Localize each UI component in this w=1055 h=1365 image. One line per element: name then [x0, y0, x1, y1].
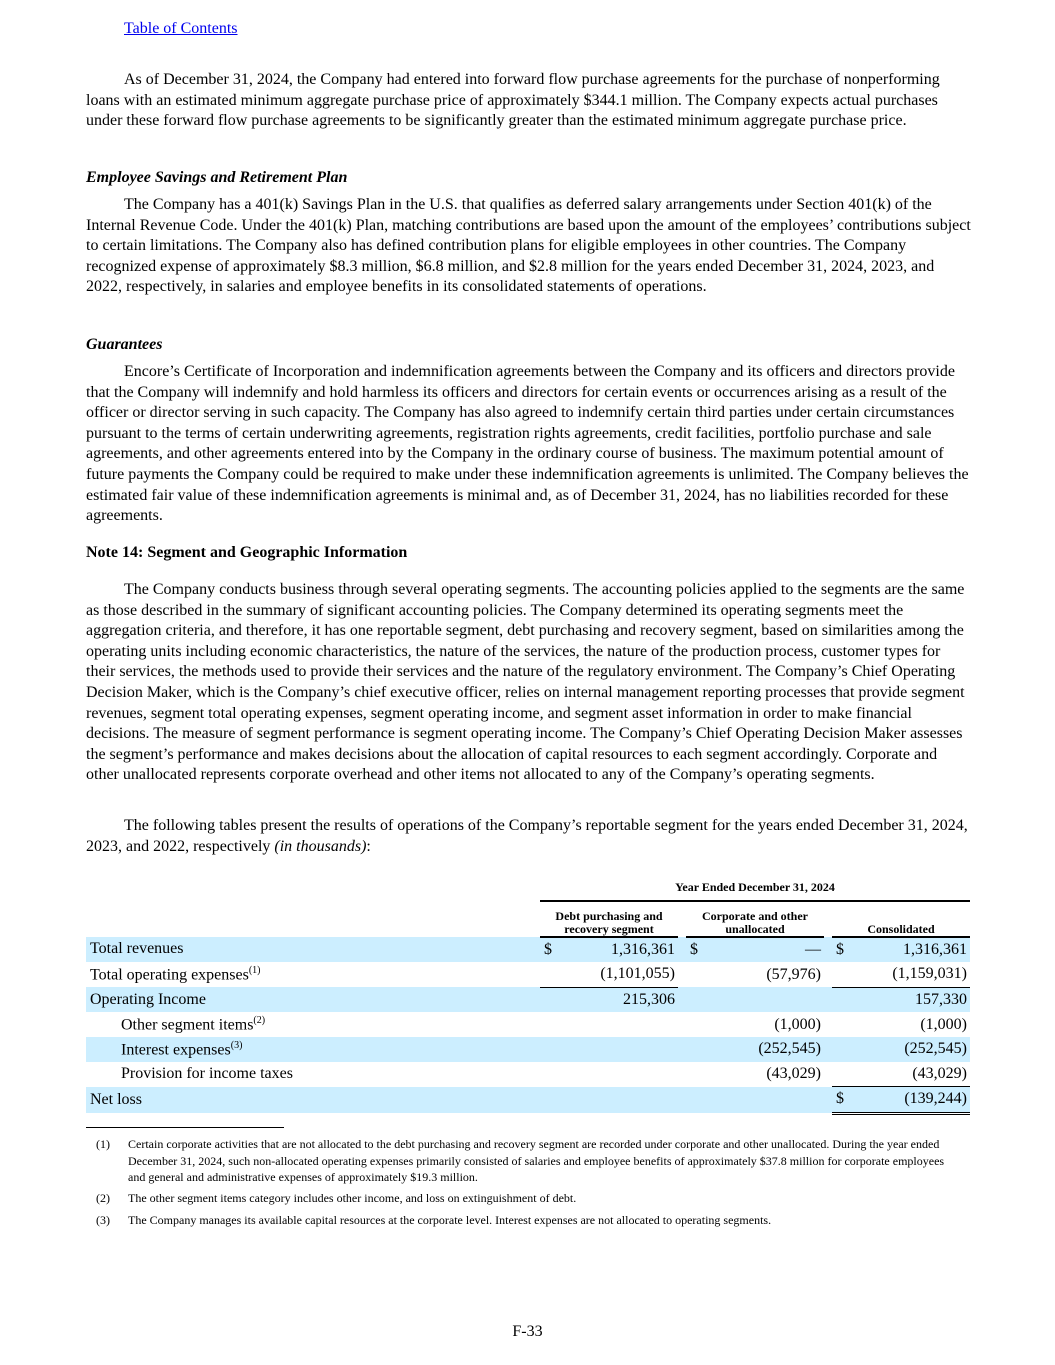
value-debt: 215,306: [556, 987, 678, 1012]
page-number: F-33: [512, 1323, 543, 1340]
footnote-1: (1) Certain corporate activities that are not allocated to the debt purchasing and recovery segment are recorded under corporate and other unallocated. During the year ended December 31, 2024, such non-allocated operating expenses primarily consisted of salaries and employee benefits of approximately $37.8 million for corporate employees and general and administrative expenses of approximately $19.3 million.: [96, 1137, 945, 1184]
col-header-debt-purchasing: Debt purchasing and recovery segment: [540, 901, 678, 937]
currency-symbol: $: [832, 937, 848, 963]
currency-symbol: $: [540, 937, 556, 963]
note14-heading: Note 14: Segment and Geographic Information: [86, 544, 408, 561]
value-cons: (43,029): [848, 1062, 970, 1087]
currency-symbol: $: [832, 1087, 848, 1114]
footnote-divider: [86, 1127, 284, 1128]
currency-symbol: $: [686, 937, 702, 963]
footnote-2: (2) The other segment items category includes other income, and loss on extinguishment of debt.: [96, 1191, 577, 1205]
segment-results-table: [86, 876, 970, 1115]
table-row: [86, 1037, 970, 1062]
table-row: [86, 987, 970, 1012]
note14-paragraph: The Company conducts business through several operating segments. The accounting policies applied to the segments are the same as those described in the summary of significant accounting policies. The Company determined its operating segments meet the aggregation criteria, and therefore, it has one reportable segment, debt purchasing and recovery segment, based on similarities among the operating units including economic characteristics, the nature of the services, the nature of the production process, customer types for their services, the methods used to provide their services and the nature of the regulatory environment. The Company’s Chief Operating Decision Maker, which is the Company’s chief executive officer, relies on internal management reporting processes that provide segment revenues, segment total operating expenses, segment operating income, and segment asset information in order to make financial decisions. The measure of segment performance is segment operating income. The Company’s Chief Operating Decision Maker assesses the segment’s performance and makes decisions about the allocation of capital resources to each segment accordingly. Corporate and other unallocated represents corporate overhead and other items not allocated to any of the Company’s operating segments.: [86, 581, 965, 784]
value-corp: (57,976): [766, 965, 821, 983]
table-row: [86, 1062, 970, 1087]
value-corp: [702, 987, 824, 1012]
savings-plan-heading: Employee Savings and Retirement Plan: [86, 169, 348, 186]
period-header: Year Ended December 31, 2024: [540, 876, 970, 901]
value-debt: 1,316,361: [556, 937, 678, 963]
row-label: Interest expenses$^{(3)}$: [86, 1037, 540, 1062]
col-header-corporate: Corporate and other unallocated: [686, 901, 824, 937]
value-corp: (252,545): [702, 1037, 824, 1062]
guarantees-paragraph: Encore’s Certificate of Incorporation and indemnification agreements between the Company and its officers and directors provide that the Company will indemnify and hold harmless its officers and directors for certain events or occurrences arising as a result of the officer or director serving in such capacity. The Company has also agreed to indemnify certain third parties under certain circumstances pursuant to the terms of certain underwriting agreements, registration rights agreements, credit facilities, portfolio purchase and sale agreements, and other agreements entered into by the Company in the ordinary course of business. The maximum potential amount of future payments the Company could be required to make under these indemnification agreements is unlimited. The Company believes the estimated fair value of these indemnification agreements is minimal and, as of December 31, 2024, has no liabilities recorded for these agreements.: [86, 363, 969, 525]
value-cons: 1,316,361: [848, 937, 970, 963]
value-cons: (252,545): [848, 1037, 970, 1062]
row-label: Total operating expenses$^{(1)}$: [90, 965, 261, 984]
table-row: [86, 1087, 970, 1114]
value-cons: (1,000): [920, 1015, 967, 1033]
value-corp: —: [702, 937, 824, 963]
value-cons: (1,159,031): [848, 962, 970, 987]
value-cons: 157,330: [848, 987, 970, 1012]
value-corp: (43,029): [766, 1065, 821, 1083]
row-label: Operating Income: [86, 987, 540, 1012]
value-corp: (1,000): [774, 1015, 821, 1033]
forward-flow-paragraph: As of December 31, 2024, the Company had entered into forward flow purchase agreements for the purchase of nonperforming loans with an estimated minimum aggregate purchase price of approximately $344.1 million. The Company expects actual purchases under these forward flow purchase agreements to be significantly greater than the estimated minimum aggregate purchase price.: [86, 71, 940, 130]
guarantees-heading: Guarantees: [86, 336, 163, 353]
footnote-3: (3) The Company manages its available capital resources at the corporate level. Interest expenses are not allocated to operating segments.: [96, 1213, 772, 1227]
value-cons: (139,244): [848, 1087, 970, 1114]
row-label: Provision for income taxes: [121, 1065, 293, 1083]
row-label: Other segment items$^{(2)}$: [121, 1015, 266, 1034]
row-label: Total revenues: [86, 937, 540, 963]
tables-intro-paragraph: [86, 816, 972, 857]
table-of-contents-link[interactable]: Table of Contents: [124, 20, 238, 37]
savings-plan-paragraph: The Company has a 401(k) Savings Plan in the U.S. that qualifies as deferred salary arrangements under Section 401(k) of the Internal Revenue Code. Under the 401(k) Plan, matching contributions are based upon the amount of the employees’ contributions subject to certain limitations. The Company also has defined contribution plans for eligible employees in other countries. The Company recognized expense of approximately $8.3 million, $6.8 million, and $2.8 million for the years ended December 31, 2024, 2023, and 2022, respectively, in salaries and employee benefits in its consolidated statements of operations.: [86, 196, 971, 296]
row-label: Net loss: [86, 1087, 540, 1114]
table-row: [86, 937, 970, 963]
in-thousands-note: (in thousands): [274, 837, 367, 855]
tables-intro-text: The following tables present the results of operations of the Company’s reportable segment for the years ended December 31, 2024, 2023, and 2022, respectively: [86, 817, 968, 855]
col-header-consolidated: Consolidated: [832, 901, 970, 937]
table-row: [86, 962, 970, 987]
value-debt: (1,101,055): [556, 962, 678, 987]
table-row: [86, 1012, 970, 1037]
tables-intro-end: :: [366, 837, 371, 855]
